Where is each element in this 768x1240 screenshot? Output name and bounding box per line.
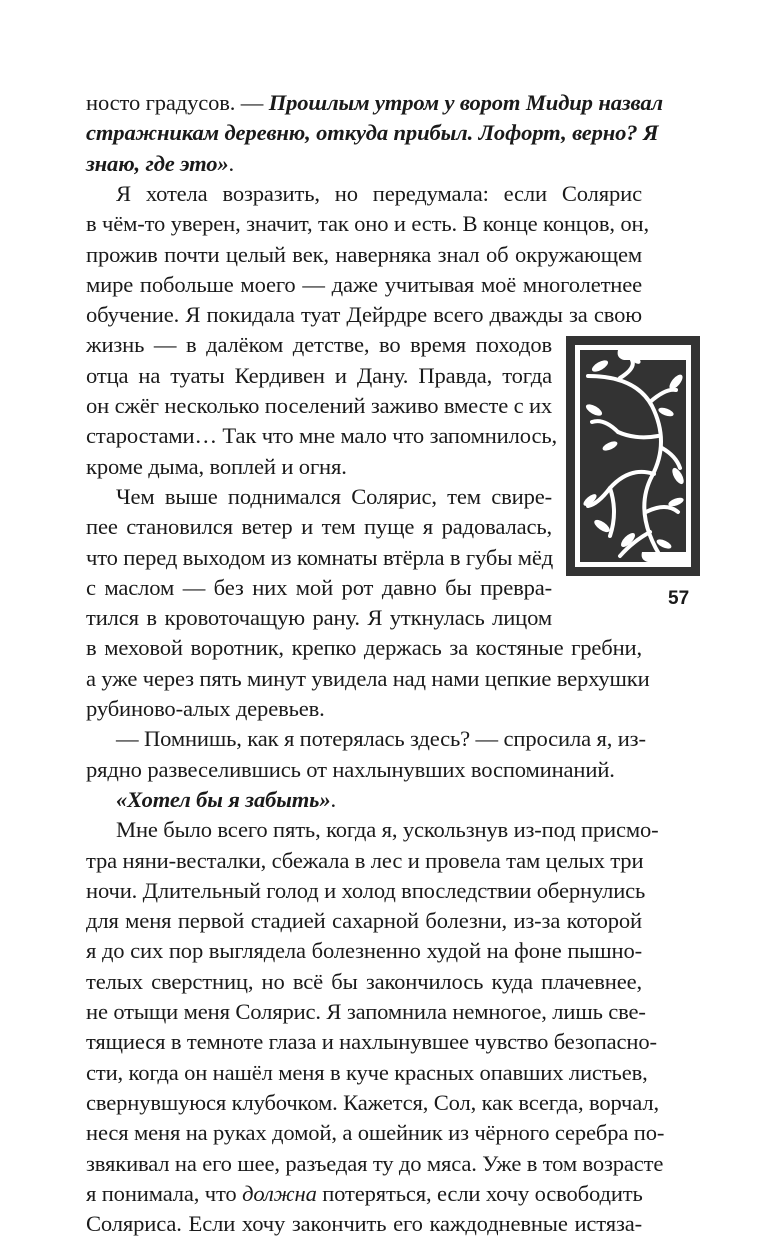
text-run: он сжёг несколько поселений заживо вместе с их — [86, 393, 553, 418]
text-run: не отыщи меня Солярис. Я запомнила немногое, лишь све- — [86, 999, 646, 1024]
text-line — [86, 1088, 659, 1118]
text-line — [86, 846, 642, 876]
bold-italic-text: стражникам деревню, откуда прибыл. Лофорт, верно? Я — [86, 120, 659, 146]
text-run: тящиеся в темноте глаза и нахлынувшее чувство безопасно- — [86, 1029, 657, 1055]
text-line — [86, 603, 552, 633]
text-run: мире побольше моего — даже учитывая моё многолетнее — [86, 271, 642, 297]
text-line — [86, 1027, 657, 1057]
text-line — [86, 88, 663, 118]
text-run: старостами… Так что мне мало что запомнилось, — [86, 423, 557, 449]
text-line — [86, 300, 642, 330]
text-line — [116, 179, 642, 209]
text-line — [86, 997, 646, 1027]
text-run: сти, когда он нашёл меня в куче красных опавших листьев, — [86, 1059, 648, 1085]
text-line — [86, 452, 552, 482]
text-run: Мне было всего пять, когда я, ускользнув из-под присмо- — [116, 817, 659, 843]
text-line — [86, 361, 552, 391]
text-line — [86, 118, 659, 148]
text-run: пее становился ветер и тем пуще я радовалась, — [86, 514, 552, 540]
text-line — [86, 755, 642, 785]
bold-italic-text: знаю, где это» — [86, 150, 229, 176]
text-line — [116, 815, 659, 845]
text-run: кроме дыма, воплей и огня. — [86, 453, 347, 479]
text-line — [86, 1149, 664, 1179]
text-line — [86, 1118, 665, 1148]
text-run: что перед выходом из комнаты втёрла в губы мёд — [86, 544, 554, 570]
text-run: в чём-то уверен, значит, так оно и есть. В конце концов, он, — [86, 211, 649, 237]
text-line — [86, 664, 650, 694]
italic-text: должна — [242, 1180, 317, 1206]
text-line — [86, 330, 552, 360]
text-line — [86, 1179, 642, 1209]
text-run: прожив почти целый век, наверняка знал об окружающем — [86, 241, 642, 267]
text-line — [116, 724, 646, 754]
text-line — [86, 1209, 642, 1239]
text-run: Соляриса. Если хочу закончить его каждодневные истяза- — [86, 1211, 642, 1237]
text-line — [86, 967, 642, 997]
text-run: я понимала, что — [86, 1180, 243, 1206]
text-line — [86, 512, 552, 542]
text-run: потеряться, если хочу освободить — [316, 1180, 643, 1206]
text-run: я до сих пор выглядела болезненно худой на фоне пышно- — [86, 938, 642, 964]
text-run: с маслом — без них мой рот давно бы превра- — [86, 574, 552, 600]
text-run: носто градусов. — — [86, 90, 269, 115]
text-run: . — [330, 786, 336, 812]
text-run: Я хотела возразить, но передумала: если Солярис — [116, 180, 642, 206]
text-run: а уже через пять минут увидела над нами цепкие верхушки — [86, 665, 650, 691]
text-line — [86, 391, 552, 421]
text-run: жизнь — в далёком детстве, во время походов — [86, 332, 552, 358]
text-run: тился в кровоточащую рану. Я уткнулась лицом — [86, 605, 552, 631]
text-line — [116, 785, 642, 815]
text-line — [86, 421, 557, 451]
text-run: неся меня на руках домой, а ошейник из чёрного серебра по- — [86, 1120, 665, 1146]
text-run: Чем выше поднимался Солярис, тем свире- — [116, 483, 552, 509]
text-line — [86, 270, 642, 300]
text-line — [86, 573, 552, 603]
text-run: рубиново-алых деревьев. — [86, 696, 325, 721]
text-line — [86, 876, 646, 906]
text-run: свернувшуюся клубочком. Кажется, Сол, как всегда, ворчал, — [86, 1089, 659, 1115]
text-line — [86, 543, 552, 573]
text-run: рядно развеселившись от нахлынувших воспоминаний. — [86, 756, 615, 782]
text-run: отца на туаты Кердивен и Дану. Правда, тогда — [86, 362, 552, 388]
text-run: для меня первой стадией сахарной болезни, из-за которой — [86, 908, 642, 934]
text-run: в меховой воротник, крепко держась за костяные гребни, — [86, 635, 642, 661]
page-number: 57 — [668, 588, 690, 609]
leafy-branch-ornament-icon — [566, 336, 700, 576]
text-run: — Помнишь, как я потерялась здесь? — спросила я, из- — [116, 726, 646, 752]
text-line — [86, 906, 642, 936]
text-run: тра няни-весталки, сбежала в лес и провела там целых три — [86, 847, 644, 873]
text-line — [86, 149, 642, 179]
text-run: звякивал на его шее, разъедая ту до мяса. Уже в том возрасте — [86, 1150, 664, 1176]
text-line — [86, 694, 642, 724]
text-line — [86, 240, 642, 270]
text-line — [116, 482, 552, 512]
bold-italic-text: Прошлым утром у ворот Мидир назвал — [268, 90, 663, 115]
text-line — [86, 209, 649, 239]
text-run: ночи. Длительный голод и холод впоследствии обернулись — [86, 877, 646, 903]
text-line — [86, 1058, 648, 1088]
text-run: телых сверстниц, но всё бы закончилось куда плачевнее, — [86, 968, 642, 994]
text-line — [86, 936, 642, 966]
text-run: обучение. Я покидала туат Дейрдре всего дважды за свою — [86, 302, 642, 328]
text-run: . — [228, 150, 235, 176]
bold-italic-text: «Хотел бы я забыть» — [116, 786, 331, 812]
text-line — [86, 633, 642, 663]
